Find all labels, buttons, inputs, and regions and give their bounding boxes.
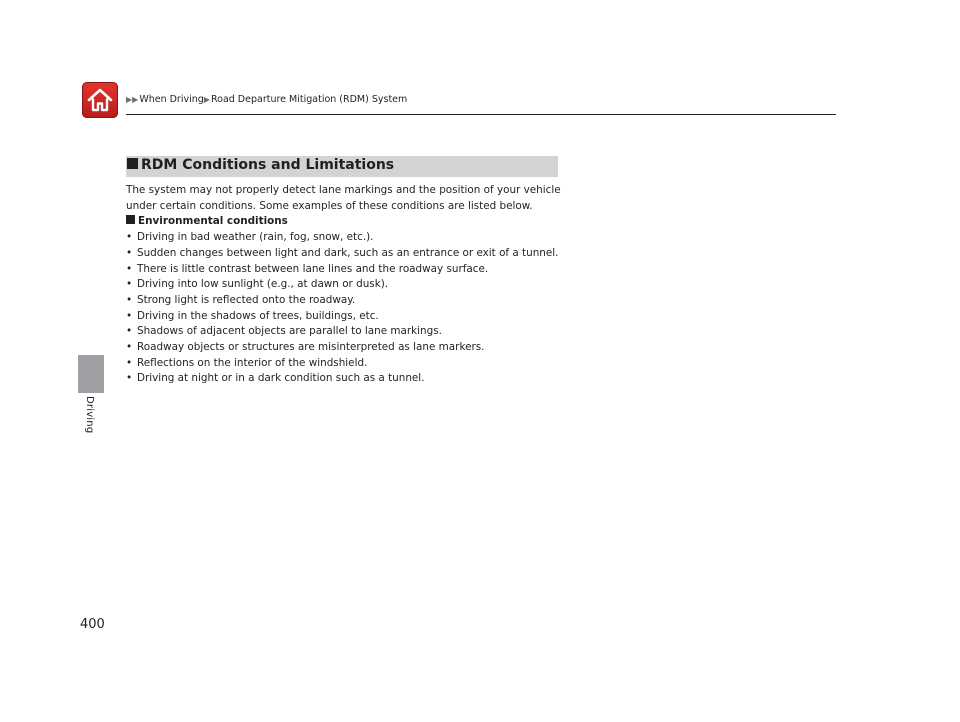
bullet-icon: •: [126, 293, 133, 306]
list-item-text: Reflections on the interior of the windshield.: [137, 356, 368, 369]
bullet-icon: •: [126, 278, 133, 291]
list-item-text: Shadows of adjacent objects are parallel to lane markings.: [137, 325, 442, 338]
breadcrumb-link-when-driving[interactable]: When Driving: [139, 94, 204, 105]
section-heading-bar: [126, 156, 558, 177]
list-item: [126, 356, 596, 372]
list-item-text: Driving at night or in a dark condition such as a tunnel.: [137, 372, 425, 385]
list-item: [126, 340, 596, 356]
bullet-icon: •: [126, 231, 133, 244]
bullet-icon: •: [126, 246, 133, 259]
conditions-list: [126, 230, 596, 387]
bullet-icon: •: [126, 341, 133, 354]
breadcrumb-arrow-icon: ▶▶: [126, 95, 139, 104]
list-item-text: Driving into low sunlight (e.g., at dawn or dusk).: [137, 278, 389, 291]
breadcrumb-current-page: Road Departure Mitigation (RDM) System: [210, 94, 408, 105]
intro-line: The system may not properly detect lane markings and the position of your vehicle: [126, 184, 561, 196]
section-body: [126, 183, 596, 387]
section-square-icon: [127, 158, 138, 169]
subheading-square-icon: [126, 215, 135, 224]
list-item: [126, 246, 596, 262]
home-icon: [86, 86, 114, 114]
breadcrumb: [126, 94, 407, 105]
home-button[interactable]: [82, 82, 118, 118]
list-item-text: Sudden changes between light and dark, such as an entrance or exit of a tunnel.: [137, 246, 559, 259]
section-title: [126, 157, 394, 173]
bullet-icon: •: [126, 372, 133, 385]
section-title-text: RDM Conditions and Limitations: [141, 157, 395, 173]
section-tab-marker: [78, 355, 104, 393]
header-divider: [126, 114, 836, 115]
breadcrumb-arrow-icon: ▶: [203, 95, 210, 104]
subheading: [126, 214, 596, 230]
list-item: [126, 324, 596, 340]
list-item: [126, 277, 596, 293]
list-item: [126, 371, 596, 387]
bullet-icon: •: [126, 325, 133, 338]
bullet-icon: •: [126, 309, 133, 322]
bullet-icon: •: [126, 262, 133, 275]
list-item: [126, 262, 596, 278]
list-item-text: Strong light is reflected onto the roadway.: [137, 293, 356, 306]
list-item-text: Driving in the shadows of trees, buildings, etc.: [137, 309, 379, 322]
page-number: 400: [80, 617, 105, 632]
subheading-text: Environmental conditions: [138, 215, 288, 228]
list-item: [126, 309, 596, 325]
section-tab[interactable]: [80, 396, 102, 456]
list-item-text: Driving in bad weather (rain, fog, snow, etc.).: [137, 231, 374, 244]
list-item-text: Roadway objects or structures are misinterpreted as lane markers.: [137, 341, 485, 354]
list-item-text: There is little contrast between lane lines and the roadway surface.: [137, 262, 489, 275]
list-item: [126, 293, 596, 309]
bullet-icon: •: [126, 356, 133, 369]
intro-line: under certain conditions. Some examples of these conditions are listed below.: [126, 199, 533, 212]
list-item: [126, 230, 596, 246]
section-tab-label: Driving: [84, 396, 95, 434]
